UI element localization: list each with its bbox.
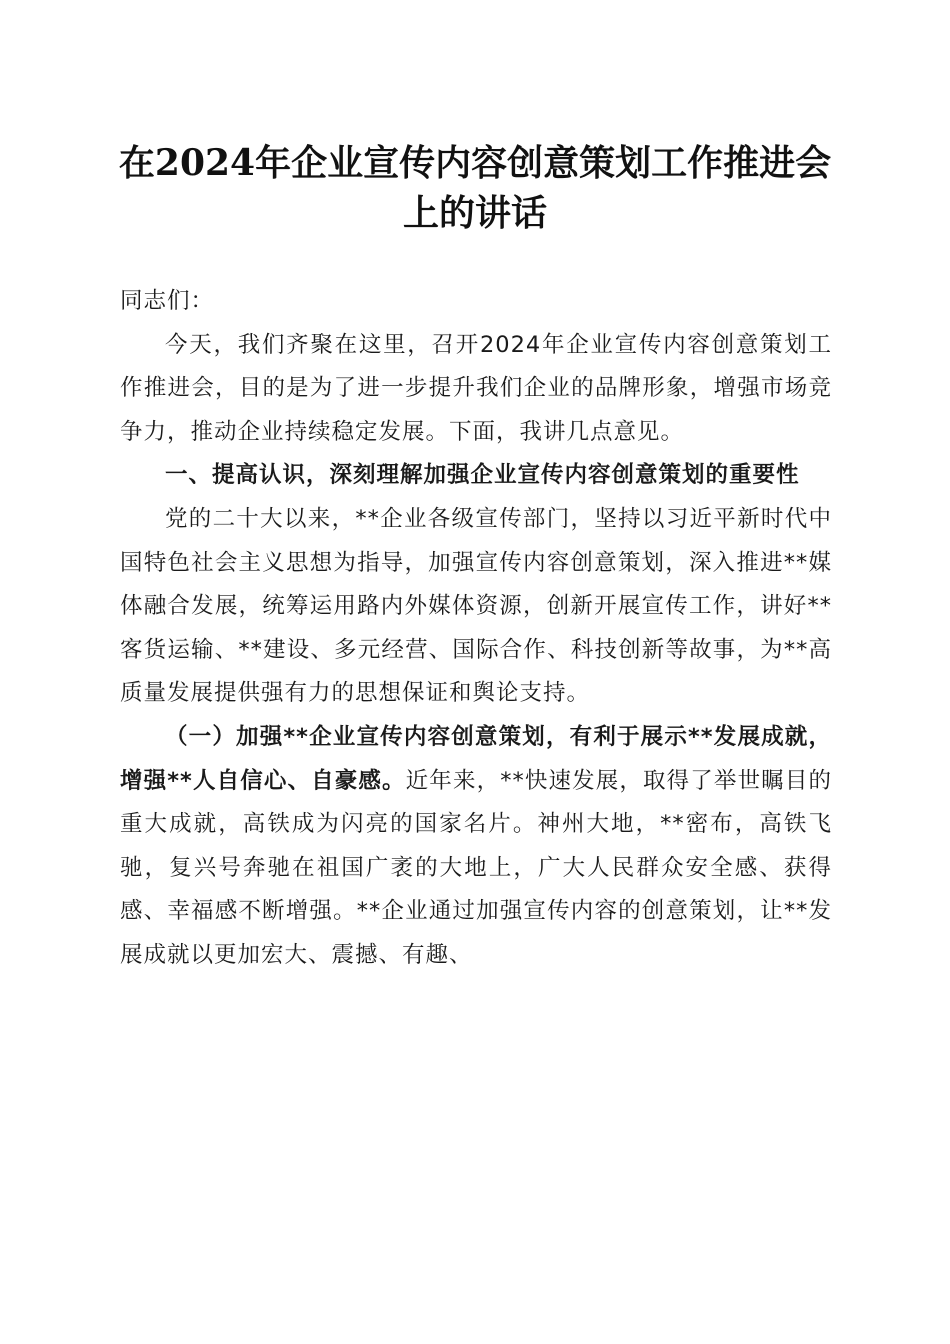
subsection-1-paragraph [120, 716, 832, 978]
document-body [120, 280, 832, 978]
section-1-heading: 一、提高认识，深刻理解加强企业宣传内容创意策划的重要性 [165, 462, 800, 489]
greeting: 同志们： [120, 288, 215, 314]
section-1-paragraph: 党的二十大以来，**企业各级宣传部门，坚持以习近平新时代中国特色社会主义思想为指导，加强宣传内容创意策划，深入推进**媒体融合发展，统筹运用路内外媒体资源，创新开展宣传工作，讲好**客货运输、**建设、多元经营、国际合作、科技创新等故事，为**高质量发展提供强有力的思想保证和舆论支持。 [120, 505, 832, 707]
title-line-2: 上的讲话 [402, 192, 547, 234]
document-title [100, 138, 850, 238]
intro-paragraph: 今天，我们齐聚在这里，召开2024年企业宣传内容创意策划工作推进会，目的是为了进一步提升我们企业的品牌形象，增强市场竞争力，推动企业持续稳定发展。下面，我讲几点意见。 [120, 331, 832, 445]
title-line-1: 在2024年企业宣传内容创意策划工作推进会 [118, 142, 832, 184]
subsection-1-body: 近年来，**快速发展，取得了举世瞩目的重大成就，高铁成为闪亮的国家名片。神州大地，**密布，高铁飞驰，复兴号奔驰在祖国广袤的大地上，广大人民群众安全感、获得感、幸福感不断增强。**企业通过加强宣传内容的创意策划，让**发展成就以更加宏大、震撼、有趣、 [120, 767, 832, 968]
subsection-1-lead: （一）加强**企业宣传内容创意策划，有利于展示**发展成就，增强**人自信心、自豪感。 [120, 723, 832, 794]
